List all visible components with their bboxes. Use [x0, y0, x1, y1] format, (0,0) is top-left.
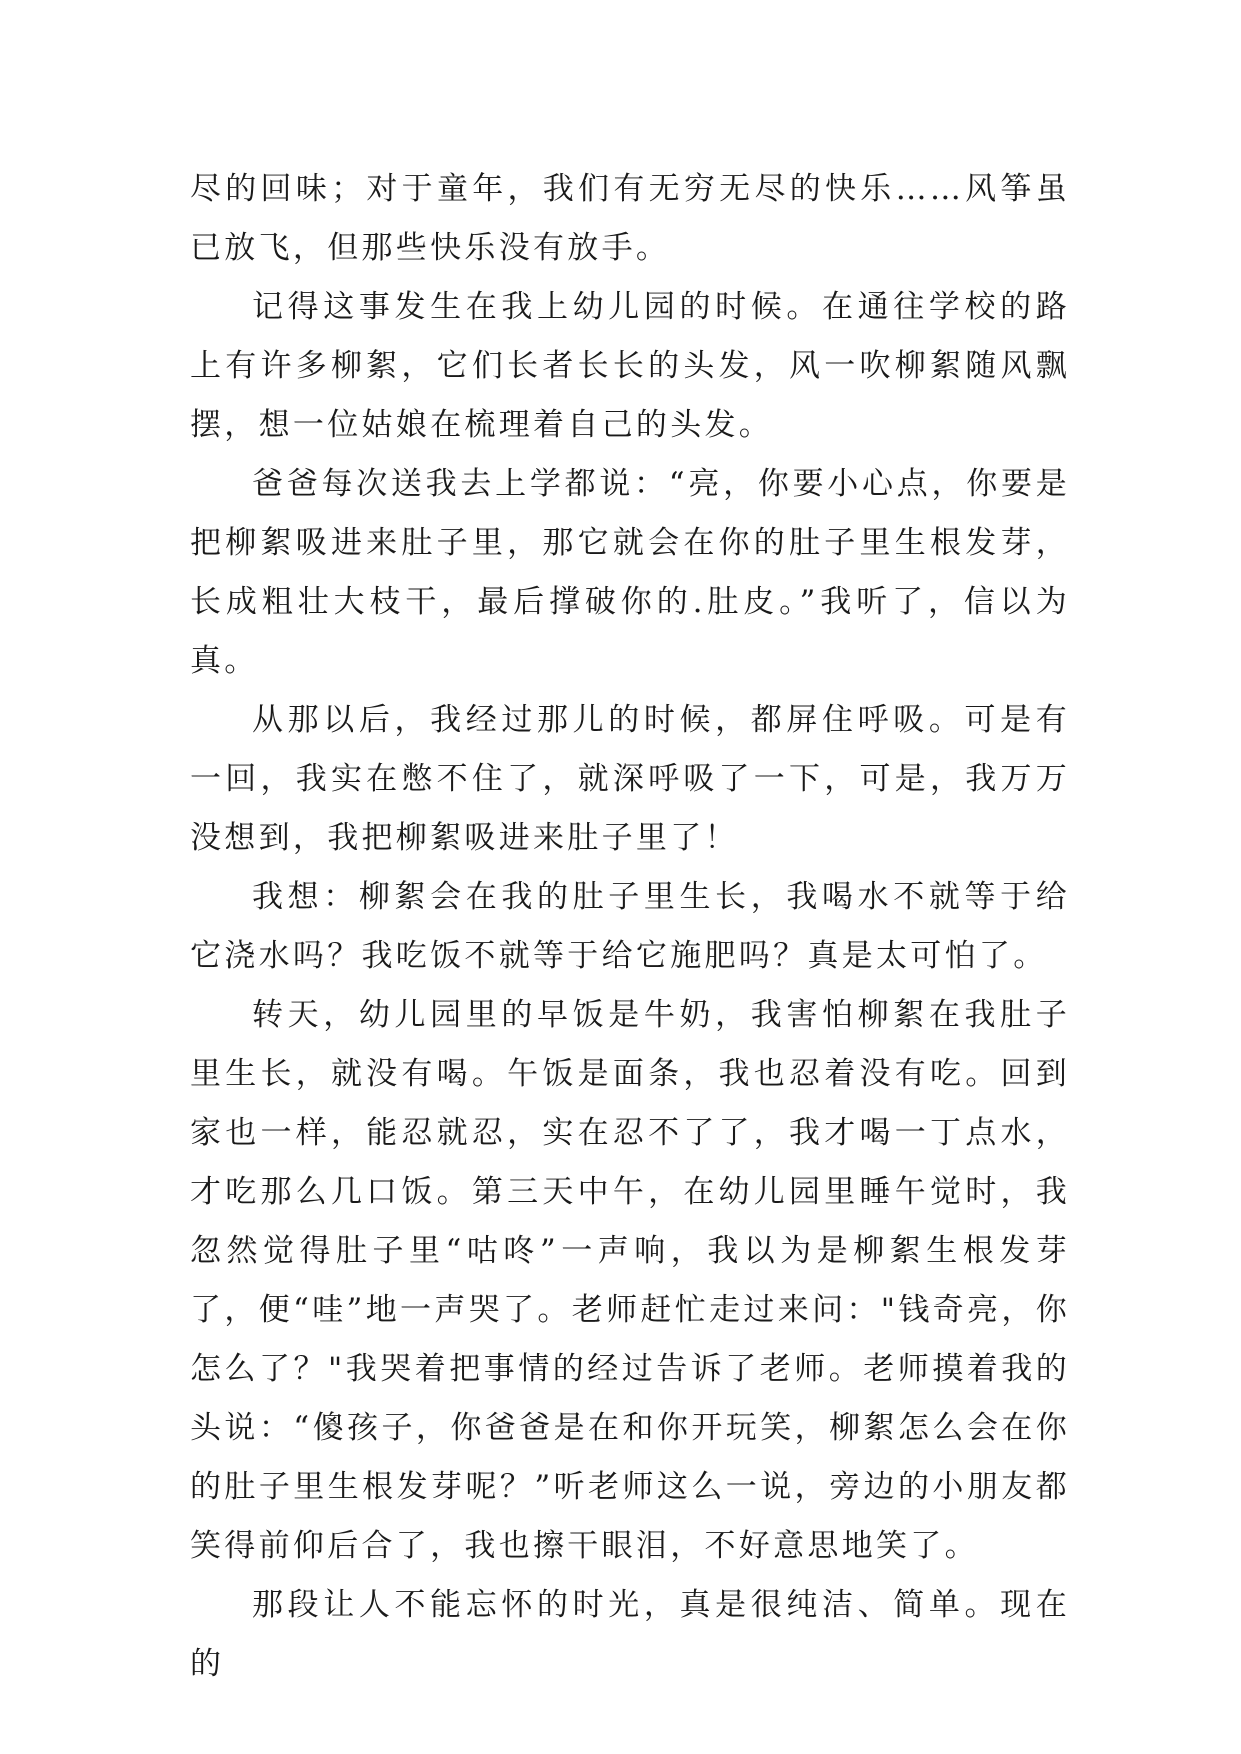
paragraph-4: 从那以后，我经过那儿的时候，都屏住呼吸。可是有一回，我实在憋不住了，就深呼吸了一下，可是，我万万没想到，我把柳絮吸进来肚子里了！: [190, 702, 1070, 856]
paragraph-2: 记得这事发生在我上幼儿园的时候。在通往学校的路上有许多柳絮，它们长者长长的头发，风一吹柳絮随风飘摆，想一位姑娘在梳理着自己的头发。: [190, 289, 1070, 443]
document-body: [190, 160, 1070, 1694]
paragraph-3: 爸爸每次送我去上学都说：“亮，你要小心点，你要是把柳絮吸进来肚子里，那它就会在你的肚子里生根发芽，长成粗壮大枝干，最后撑破你的.肚皮。”我听了，信以为真。: [190, 466, 1070, 679]
paragraph-6: 转天，幼儿园里的早饭是牛奶，我害怕柳絮在我肚子里生长，就没有喝。午饭是面条，我也忍着没有吃。回到家也一样，能忍就忍，实在忍不了了，我才喝一丁点水，才吃那么几口饭。第三天中午，在幼儿园里睡午觉时，我忽然觉得肚子里“咕咚”一声响，我以为是柳絮生根发芽了，便“哇”地一声哭了。老师赶忙走过来问："钱奇亮，你怎么了？"我哭着把事情的经过告诉了老师。老师摸着我的头说：“傻孩子，你爸爸是在和你开玩笑，柳絮怎么会在你的肚子里生根发芽呢？”听老师这么一说，旁边的小朋友都笑得前仰后合了，我也擦干眼泪，不好意思地笑了。: [190, 997, 1070, 1564]
paragraph-1: 尽的回味；对于童年，我们有无穷无尽的快乐……风筝虽已放飞，但那些快乐没有放手。: [190, 171, 1070, 266]
paragraph-7: 那段让人不能忘怀的时光，真是很纯洁、简单。现在的: [190, 1587, 1070, 1682]
paragraph-5: 我想：柳絮会在我的肚子里生长，我喝水不就等于给它浇水吗？我吃饭不就等于给它施肥吗？真是太可怕了。: [190, 879, 1070, 974]
